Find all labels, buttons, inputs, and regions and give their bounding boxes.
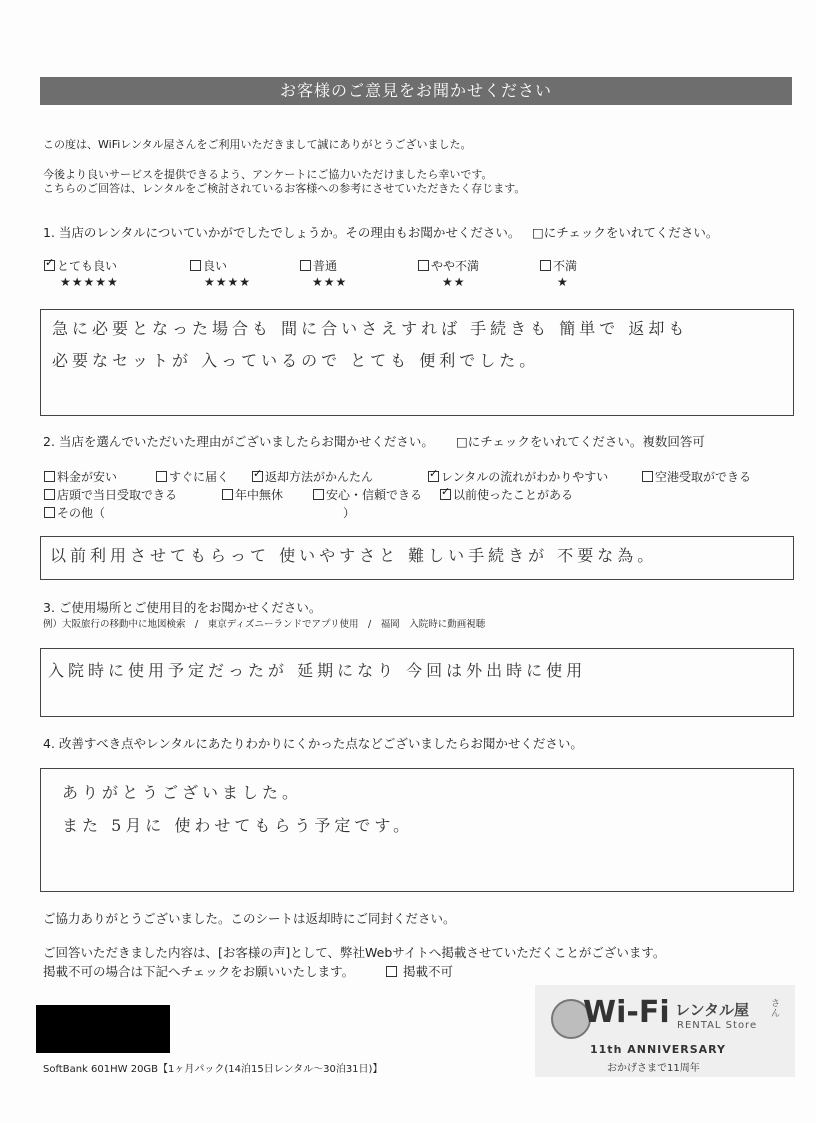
intro-line-3: こちらのご回答は、レンタルをご検討されているお客様への参考にさせていただきたく存じます。 (43, 182, 526, 195)
logo-store: RENTAL Store (677, 1020, 758, 1031)
checkbox-icon (642, 471, 653, 482)
q4-answer-line-1: ありがとうございました。 (62, 783, 303, 802)
no-publish-checkbox[interactable] (386, 964, 453, 980)
option-label: 普通 (313, 259, 338, 273)
checkbox-checked-icon (44, 260, 55, 271)
redaction-block (36, 1005, 170, 1053)
checkbox-icon (313, 489, 324, 500)
q2-option-used-before[interactable] (440, 487, 573, 503)
checkbox-icon (44, 471, 55, 482)
q1-option-very-good[interactable] (44, 258, 117, 274)
checkbox-icon (190, 260, 201, 271)
q1-option-somewhat-dissatisfied[interactable] (418, 258, 479, 274)
checkbox-checked-icon (440, 489, 451, 500)
option-label: レンタルの流れがわかりやすい (441, 470, 609, 484)
publish-note-2: 掲載不可の場合は下記へチェックをお願いいたします。 (43, 964, 355, 979)
intro-line-2: 今後より良いサービスを提供できるよう、アンケートにご協力いただけましたら幸いです。 (43, 168, 493, 181)
stars-3: ★★★ (312, 275, 348, 289)
publish-note-1: ご回答いただきました内容は、[お客様の声]として、弊社Webサイトへ掲載させていただくことがございます。 (43, 945, 666, 960)
q2-option-price[interactable] (44, 469, 117, 485)
checkbox-icon (222, 489, 233, 500)
q3-question: 3. ご使用場所とご使用目的をお聞かせください。 (43, 600, 322, 615)
option-label: 年中無休 (235, 488, 284, 502)
logo-wifi: Wi-Fi (583, 995, 670, 1030)
stars-5: ★★★★★ (60, 275, 119, 289)
option-label: 不満 (553, 259, 578, 273)
option-label: 返却方法がかんたん (265, 470, 374, 484)
option-label: その他（ (57, 506, 106, 520)
option-label: 以前使ったことがある (453, 488, 574, 502)
checkbox-icon (418, 260, 429, 271)
q2-other-close: ） (343, 506, 356, 520)
q2-option-other[interactable] (44, 505, 105, 521)
option-label: 料金が安い (57, 470, 118, 484)
q2-question: 2. 当店を選んでいただいた理由がございましたらお聞かせください。 (43, 434, 434, 449)
q1-option-good[interactable] (190, 258, 227, 274)
checkbox-icon (44, 489, 55, 500)
option-label: とても良い (57, 259, 118, 273)
q2-option-fast-delivery[interactable] (156, 469, 229, 485)
q2-option-airport[interactable] (642, 469, 751, 485)
stars-1: ★ (557, 275, 569, 289)
checkbox-icon (44, 507, 55, 518)
checkbox-icon (300, 260, 311, 271)
option-label: やや不満 (431, 259, 480, 273)
q1-answer-line-1: 急に必要となった場合も 間に合いさえすれば 手続きも 簡単で 返却も (52, 319, 689, 338)
checkbox-checked-icon (252, 471, 263, 482)
q1-instruction: □にチェックをいれてください。 (532, 225, 719, 240)
checkbox-icon (386, 966, 397, 977)
option-label: 良い (203, 259, 228, 273)
q1-question: 1. 当店のレンタルについていかがでしたでしょうか。その理由もお聞かせください。 (43, 225, 521, 240)
q2-option-easy-return[interactable] (252, 469, 373, 485)
no-publish-label: 掲載不可 (402, 964, 453, 979)
option-label: すぐに届く (169, 470, 230, 484)
q3-example: 例）大阪旅行の移動中に地図検索 / 東京ディズニーランドでアプリ使用 / 福岡 入院時に動画視聴 (43, 619, 486, 630)
q4-question: 4. 改善すべき点やレンタルにあたりわかりにくかった点などございましたらお聞かせください。 (43, 736, 583, 751)
q2-instruction: □にチェックをいれてください。複数回答可 (456, 434, 705, 449)
intro-line-1: この度は、WiFiレンタル屋さんをご利用いただきまして誠にありがとうございました。 (43, 138, 472, 151)
logo-anniversary: 11th ANNIVERSARY (590, 1043, 727, 1056)
logo-thanks: おかげさまで11周年 (607, 1063, 700, 1074)
q4-answer-line-2: また 5月に 使わせてもらう予定です。 (62, 816, 414, 835)
stars-4: ★★★★ (204, 275, 252, 289)
logo-rental: レンタル屋 (675, 1001, 750, 1019)
option-label: 空港受取ができる (655, 470, 752, 484)
store-logo (535, 985, 795, 1077)
logo-san: さん (771, 999, 782, 1019)
stars-2: ★★ (442, 275, 466, 289)
q1-option-normal[interactable] (300, 258, 337, 274)
q3-answer: 入院時に使用予定だったが 延期になり 今回は外出時に使用 (48, 661, 587, 680)
q2-answer: 以前利用させてもらって 使いやすさと 難しい手続きが 不要な為。 (50, 546, 658, 565)
option-label: 店頭で当日受取できる (57, 488, 178, 502)
product-info: SoftBank 601HW 20GB【1ヶ月パック(14泊15日レンタル～30泊31日)】 (43, 1064, 383, 1075)
q2-option-easy-flow[interactable] (428, 469, 608, 485)
q1-answer-line-2: 必要なセットが 入っているので とても 便利でした。 (52, 351, 540, 370)
q2-option-trust[interactable] (313, 487, 422, 503)
option-label: 安心・信頼できる (326, 488, 423, 502)
q3-answer-box[interactable] (40, 648, 794, 717)
checkbox-icon (540, 260, 551, 271)
q2-option-open-all-year[interactable] (222, 487, 283, 503)
checkbox-checked-icon (428, 471, 439, 482)
q2-option-same-day-pickup[interactable] (44, 487, 177, 503)
thanks-note: ご協力ありがとうございました。このシートは返却時にご同封ください。 (43, 911, 456, 926)
form-header: お客様のご意見をお聞かせください (40, 77, 792, 105)
q1-option-dissatisfied[interactable] (540, 258, 577, 274)
checkbox-icon (156, 471, 167, 482)
